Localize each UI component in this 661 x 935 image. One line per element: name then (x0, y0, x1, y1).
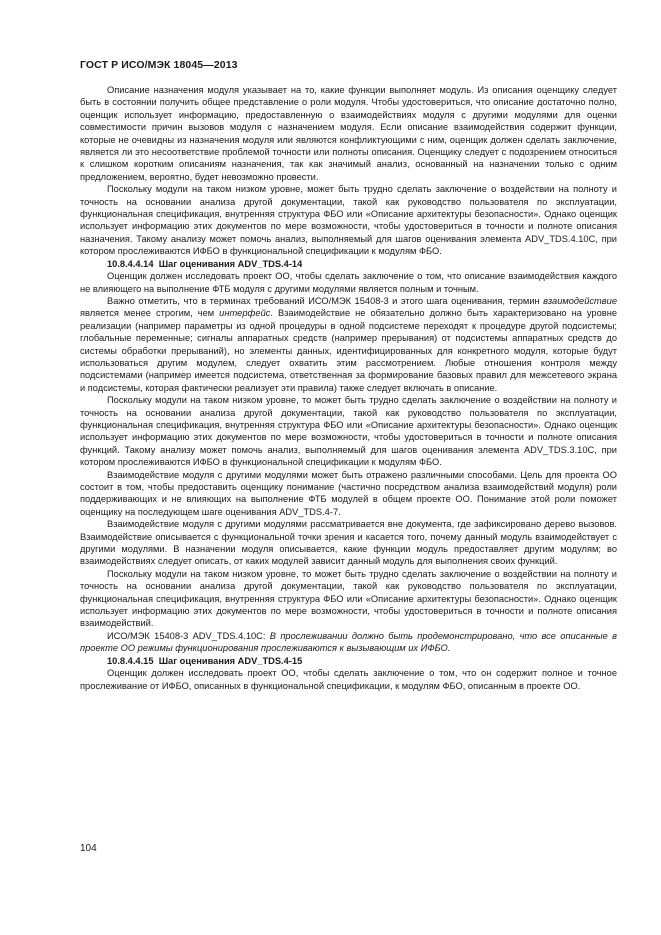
paragraph: Оценщик должен исследовать проект ОО, чтобы сделать заключение о том, что описание взаимодействия каждого не влияющего на выполнение ФТБ модуля с другими модулями является полным и точным. (80, 271, 617, 294)
paragraph-text: . Взаимодействие не обязательно должно быть характеризовано на уровне реализации (например параметры из одной процедуры в одной подсистеме переходят к процедуре другой подсистемы; глобальные переменные; сигналы аппаратных средств (например прерывания) от подсистемы аппаратных средств до системы обработки прерываний), но элементы данных, идентифицированных для конкретного модуля, которые будут использоваться другим модулем, следует охватить этим рассмотрением. Любые отношения контроля между подсистемами (например имеется подсистема, ответственная за формирование базовых правил для межсетевого экрана и подсистемы, которая фактически реализует эти правила) также следует включать в описание. (80, 308, 618, 393)
paragraph-text: Важно отметить, что в терминах требований ИСО/МЭК 15408-3 и этого шага оценивания, термин (107, 295, 544, 306)
paragraph: Поскольку модули на таком низком уровне, то может быть трудно сделать заключение о воздействии на полноту и точность на основании анализа другой документации, такой как руководство пользователя по эксплуатации, функциональная спецификация, внутренняя структура ФБО или «Описание архитектуры безопасности». Однако оценщик использует информацию этих документов по мере возможности, чтобы удостовериться в точности и полноте описания взаимодействий. (80, 568, 617, 629)
standard-header: ГОСТ Р ИСО/МЭК 18045—2013 (80, 59, 238, 71)
paragraph: Описание назначения модуля указывает на то, какие функции выполняет модуль. Из описания оценщику следует быть в состоянии получить общее представление о роли модуля. Чтобы удостовериться, что описание достаточно полно, оценщик использует информацию, предоставленную о взаимодействиях модуля с другими модулями для оценки совместимости причин вызовов модуля с назначением модуля. Если описание взаимодействия содержит функции, которые не очевидны из назначения модуля или являются конфликтующими с ним, оценщик должен сделать заключение, является ли это несоответствие проблемой точности или полноты описания. Оценщику следует с подозрением относиться к слишком коротким описаниям назначения, так как значимый анализ, основанный на назначении только с одним предложением, вероятно, будет невозможно провести. (80, 85, 617, 182)
paragraph (80, 295, 617, 394)
clause-title: Шаг оценивания ADV_TDS.4-14 (158, 258, 303, 269)
clause-heading (80, 258, 617, 270)
document-page (80, 58, 617, 692)
emphasis-text: взаимодействие (543, 295, 617, 306)
clause-title: Шаг оценивания ADV_TDS.4-15 (158, 655, 303, 666)
paragraph: Поскольку модули на таком низком уровне, то может быть трудно сделать заключение о воздействии на полноту и точность на основании анализа другой документации, такой как руководство пользователя по эксплуатации, функциональная спецификация, внутренняя структура ФБО или «Описание архитектуры безопасности». Однако оценщик использует информацию этих документов по мере возможности, чтобы удостовериться в точности и полноте описания функций. Такому анализу может помочь анализ, выполняемый для шагов оценивания элемента ADV_TDS.3.10C, при котором прослеживаются ИФБО в функциональной спецификации к модулям ФБО. (80, 395, 617, 468)
page-number: 104 (80, 843, 97, 854)
paragraph: Взаимодействие модуля с другими модулями может быть отражено различными способами. Цель для проекта ОО состоит в том, чтобы предоставить оценщику понимание (частично посредством анализа взаимодействий модуля) роли поддерживающих и не влияющих на выполнение ФТБ модулей в общем проекте ОО. Понимание этой роли поможет оценщику на последующем шаге оценивания ADV_TDS.4-7. (80, 469, 617, 517)
emphasis-text: В прослеживании должно быть продемонстрировано, что все описанные в проекте ОО режимы функционирования прослеживаются к вызывающим их ИФБО. (80, 630, 617, 654)
clause-number: 10.8.4.4.14 (107, 258, 154, 269)
paragraph: Поскольку модули на таком низком уровне, может быть трудно сделать заключение о воздействии на полноту и точность на основании анализа другой документации, такой как руководство пользователя по эксплуатации, функциональная спецификация, внутренняя структура ФБО или «Описание архитектуры безопасности». Однако оценщик использует информацию этих документов по мере возможности, чтобы удостовериться в точности и полноте описания назначения. Такому анализу может помочь анализ, выполняемый для шагов оценивания элемента ADV_TDS.4.10C, при котором прослеживаются ИФБО в функциональной спецификации к модулям ФБО. (80, 184, 617, 257)
clause-number: 10.8.4.4.15 (107, 655, 154, 666)
document-body (80, 84, 617, 692)
emphasis-text: интерфейс (219, 308, 271, 319)
paragraph (80, 630, 617, 655)
paragraph: Взаимодействие модуля с другими модулями рассматривается вне документа, где зафиксировано дерево вызовов. Взаимодействие описывается с функциональной точки зрения и касается того, почему данный модуль взаимодействует с другими модулями. В назначении модуля описывается, какие функции модуль предоставляет другим модулям; во взаимодействиях следует описать, от каких модулей зависит данный модуль для выполнения своих функций. (80, 519, 617, 567)
paragraph-text: является менее строгим, чем (80, 308, 220, 319)
paragraph-text: ИСО/МЭК 15408-3 ADV_TDS.4.10C: (107, 630, 270, 641)
clause-heading (80, 655, 617, 667)
paragraph: Оценщик должен исследовать проект ОО, чтобы сделать заключение о том, что он содержит полное и точное прослеживание от ИФБО, описанных в функциональной спецификации, к модулям ФБО, описанным в проекте ОО. (80, 668, 617, 691)
